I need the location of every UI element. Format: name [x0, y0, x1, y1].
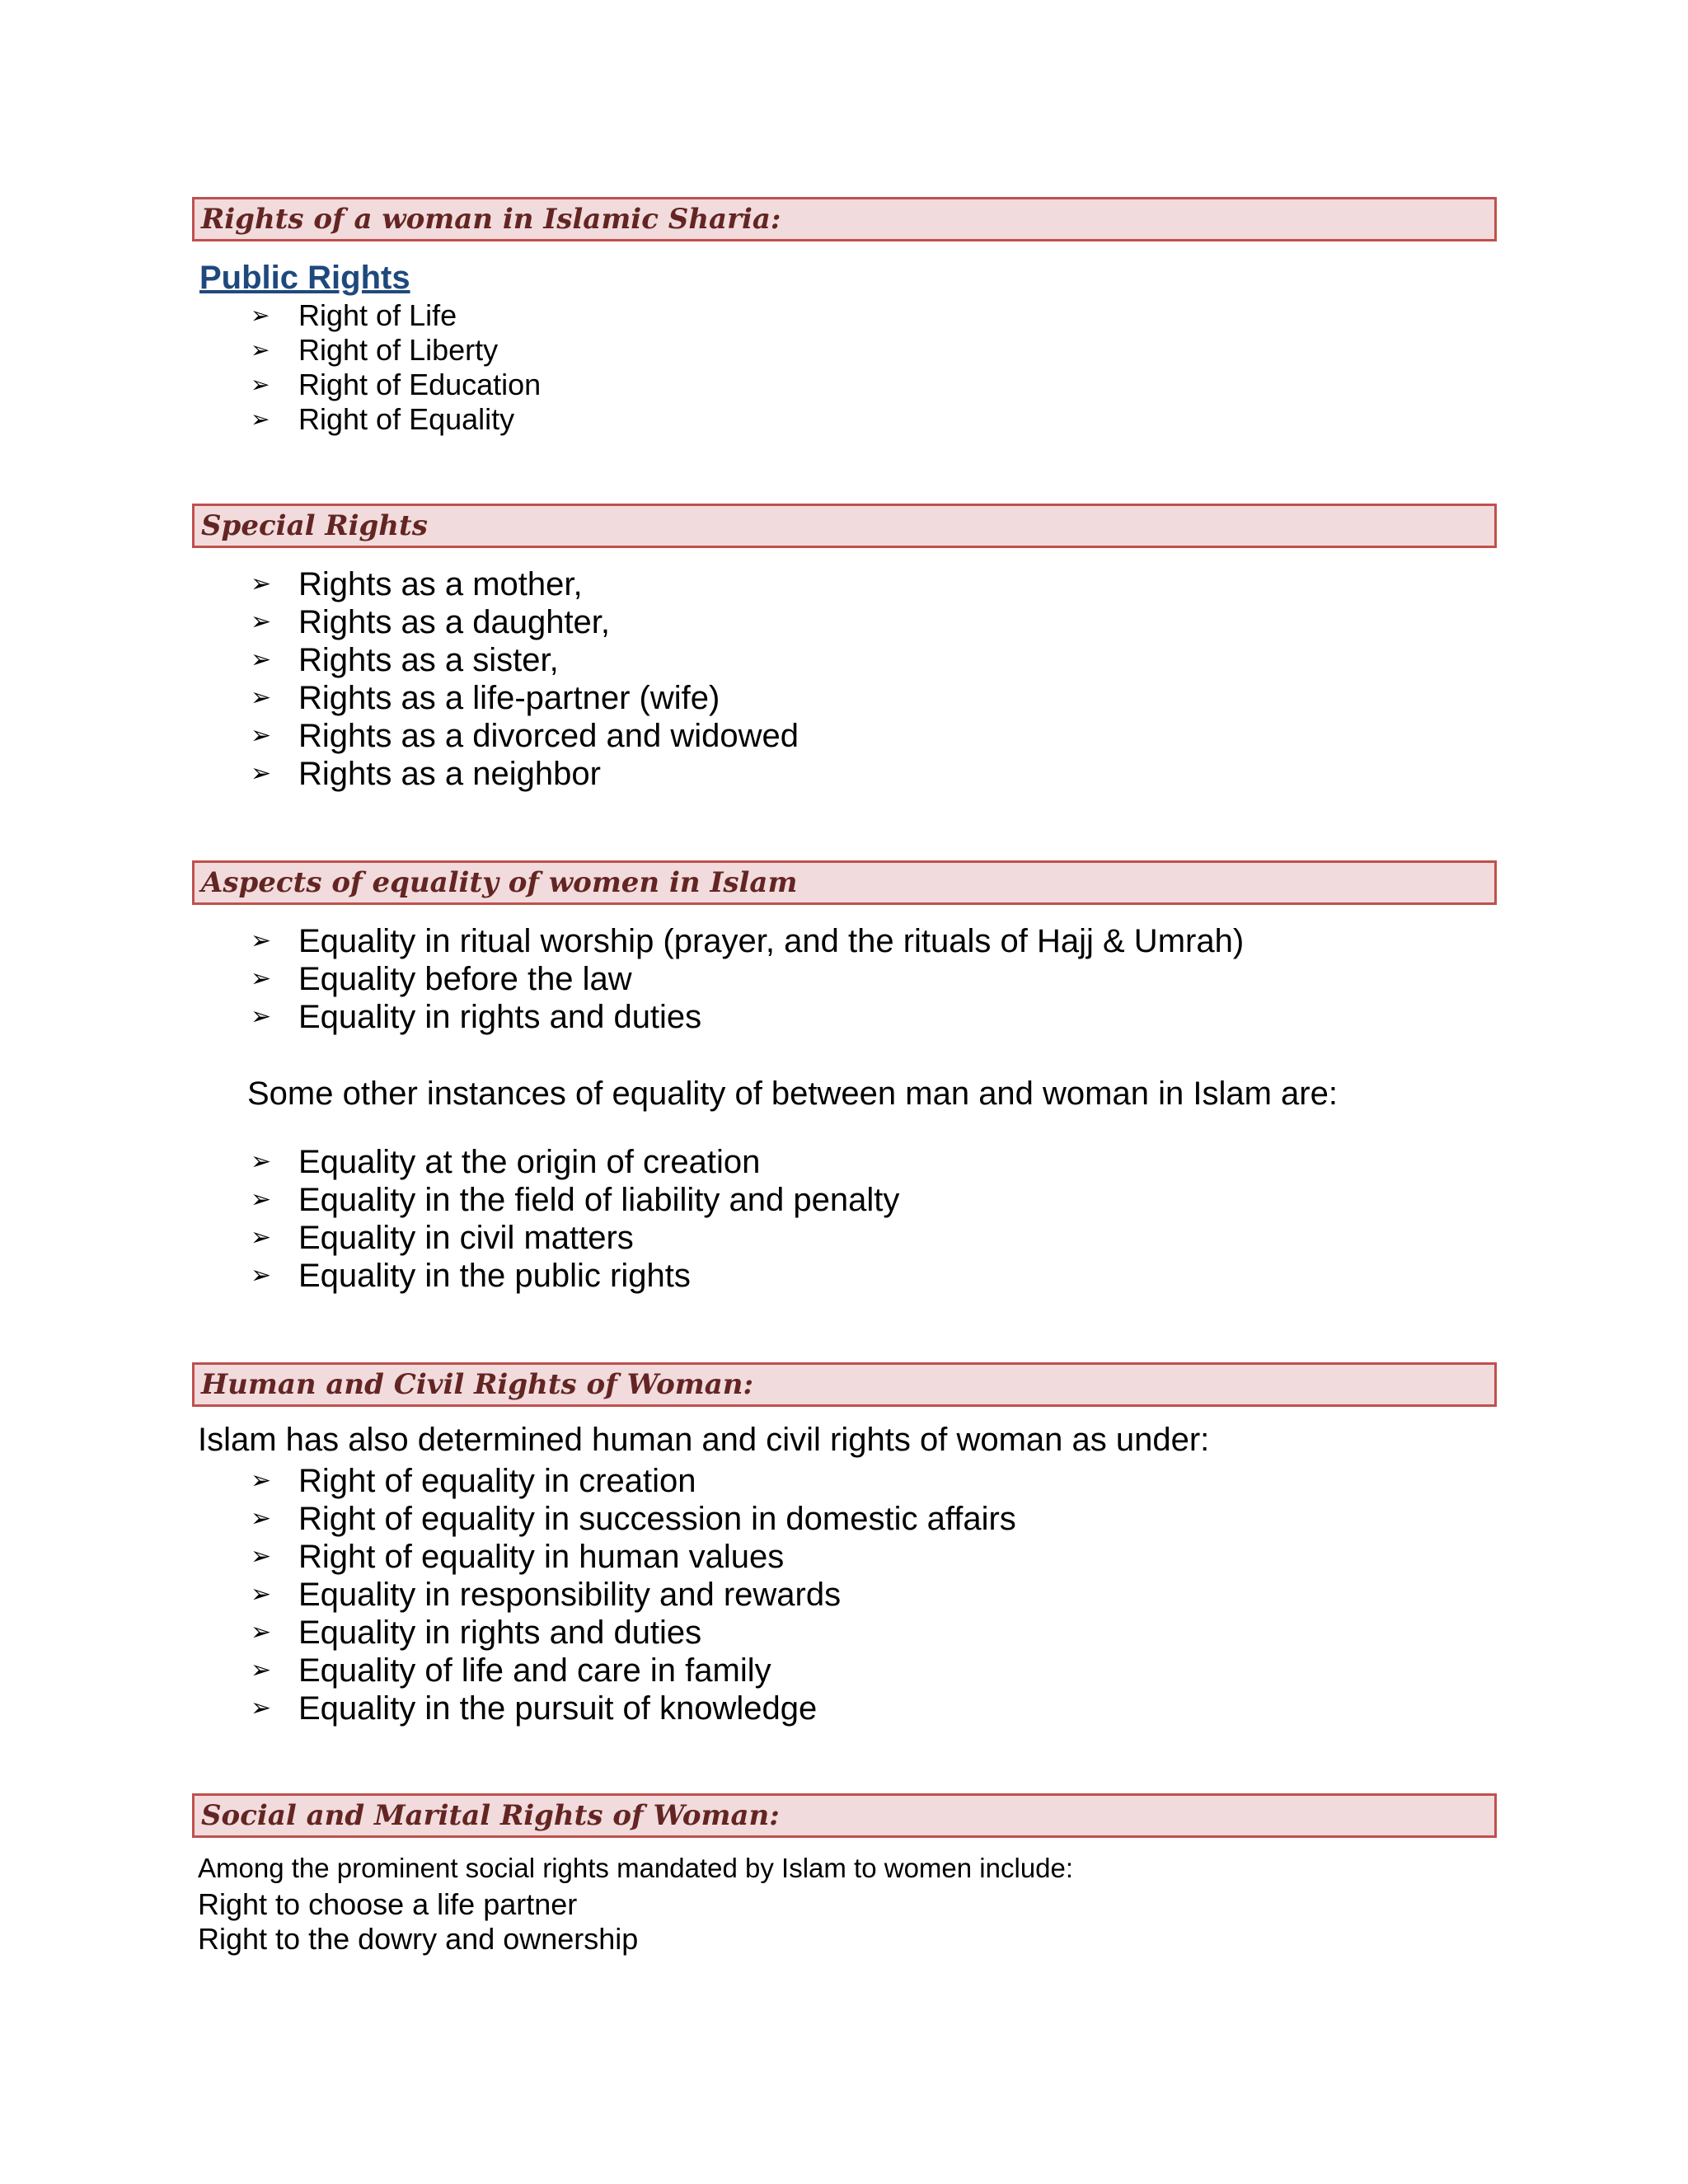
- equality-instances-intro: Some other instances of equality of between man and woman in Islam are:: [247, 1076, 1338, 1112]
- arrow-bullet-icon: ➢: [251, 926, 272, 955]
- arrow-bullet-icon: ➢: [251, 964, 272, 993]
- list-item: ➢ Rights as a daughter,: [251, 604, 611, 640]
- list-item: ➢ Right of equality in creation: [251, 1463, 696, 1499]
- list-item: ➢ Right of equality in human values: [251, 1539, 785, 1575]
- arrow-bullet-icon: ➢: [251, 371, 270, 398]
- list-item: ➢ Rights as a neighbor: [251, 756, 601, 792]
- equality-instances-list: [247, 1143, 899, 1295]
- public-rights-subheading: Public Rights: [199, 260, 410, 296]
- list-item: ➢ Equality in rights and duties: [251, 1615, 702, 1651]
- list-item: ➢ Equality in the field of liability and penalty: [251, 1182, 900, 1218]
- arrow-bullet-icon: ➢: [251, 1656, 272, 1685]
- arrow-bullet-icon: ➢: [251, 607, 272, 636]
- arrow-bullet-icon: ➢: [251, 1580, 272, 1609]
- arrow-bullet-icon: ➢: [251, 1223, 272, 1252]
- arrow-bullet-icon: ➢: [251, 1542, 272, 1571]
- public-rights-list: [247, 298, 541, 437]
- social-right-line: Right to choose a life partner: [198, 1887, 578, 1921]
- list-item: ➢ Right of Life: [251, 298, 457, 332]
- section-heading-women-rights: Rights of a woman in Islamic Sharia:: [192, 197, 1497, 241]
- list-item: ➢ Rights as a sister,: [251, 642, 559, 678]
- list-item: ➢ Equality at the origin of creation: [251, 1144, 761, 1180]
- social-right-line: Right to the dowry and ownership: [198, 1922, 639, 1956]
- list-item: ➢ Equality of life and care in family: [251, 1652, 771, 1689]
- arrow-bullet-icon: ➢: [251, 302, 270, 329]
- social-rights-intro: Among the prominent social rights mandated by Islam to women include:: [198, 1853, 1074, 1883]
- section-heading-social-marital-rights: Social and Marital Rights of Woman:: [192, 1793, 1497, 1838]
- list-item: ➢ Rights as a life-partner (wife): [251, 680, 720, 716]
- arrow-bullet-icon: ➢: [251, 759, 272, 788]
- section-heading-equality-aspects: Aspects of equality of women in Islam: [192, 860, 1497, 905]
- list-item: ➢ Equality in the public rights: [251, 1258, 691, 1294]
- arrow-bullet-icon: ➢: [251, 1261, 272, 1290]
- list-item: ➢ Equality in rights and duties: [251, 999, 702, 1035]
- arrow-bullet-icon: ➢: [251, 336, 270, 363]
- section-heading-human-civil-rights: Human and Civil Rights of Woman:: [192, 1362, 1497, 1407]
- arrow-bullet-icon: ➢: [251, 1466, 272, 1495]
- arrow-bullet-icon: ➢: [251, 569, 272, 598]
- arrow-bullet-icon: ➢: [251, 1618, 272, 1647]
- list-item: ➢ Equality in civil matters: [251, 1220, 634, 1256]
- human-civil-rights-list: [247, 1462, 1016, 1727]
- arrow-bullet-icon: ➢: [251, 721, 272, 750]
- list-item: ➢ Equality in the pursuit of knowledge: [251, 1690, 818, 1727]
- arrow-bullet-icon: ➢: [251, 683, 272, 712]
- equality-aspects-list: [247, 922, 1244, 1036]
- list-item: ➢ Equality in ritual worship (prayer, and the rituals of Hajj & Umrah): [251, 923, 1245, 959]
- list-item: ➢ Right of Equality: [251, 402, 515, 436]
- arrow-bullet-icon: ➢: [251, 405, 270, 433]
- special-rights-list: [247, 565, 799, 793]
- arrow-bullet-icon: ➢: [251, 1504, 272, 1533]
- list-item: ➢ Right of Education: [251, 368, 542, 401]
- list-item: ➢ Equality in responsibility and rewards: [251, 1577, 842, 1613]
- arrow-bullet-icon: ➢: [251, 1185, 272, 1214]
- section-heading-special-rights: Special Rights: [192, 504, 1497, 548]
- arrow-bullet-icon: ➢: [251, 1002, 272, 1031]
- human-civil-intro: Islam has also determined human and civil rights of woman as under:: [198, 1422, 1210, 1458]
- list-item: ➢ Rights as a mother,: [251, 566, 583, 602]
- arrow-bullet-icon: ➢: [251, 645, 272, 674]
- arrow-bullet-icon: ➢: [251, 1147, 272, 1176]
- list-item: ➢ Equality before the law: [251, 961, 632, 997]
- list-item: ➢ Right of equality in succession in domestic affairs: [251, 1501, 1016, 1537]
- list-item: ➢ Right of Liberty: [251, 333, 499, 367]
- list-item: ➢ Rights as a divorced and widowed: [251, 718, 799, 754]
- arrow-bullet-icon: ➢: [251, 1694, 272, 1722]
